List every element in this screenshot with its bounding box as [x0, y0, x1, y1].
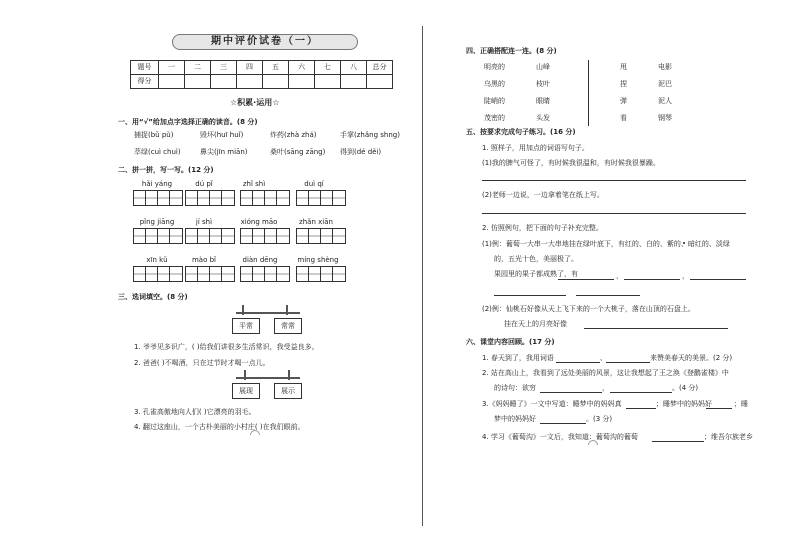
writing-grid[interactable] [296, 228, 346, 244]
s1-item: 捕捉(bǔ pǔ) [134, 131, 174, 139]
s5-question: (2)例：仙桃石好像从天上飞下来的一个大桃子，落在山顶的石盘上。 [482, 305, 695, 313]
answer-blank[interactable] [610, 392, 672, 393]
s6-question: ；维吾尔族老乡 [704, 433, 753, 441]
match-item[interactable]: 乌黑的 [484, 80, 505, 88]
exam-title: 期中评价试卷（一） [172, 34, 358, 50]
s1-item: 手掌(zhǎng shng) [340, 131, 400, 139]
score-header-cell: 六 [289, 61, 315, 75]
s6-question: 4. 学习《葡萄沟》一文后，我知道：葡萄沟的葡萄 [482, 433, 638, 441]
binding-ring-icon [588, 440, 598, 445]
writing-grid[interactable] [240, 228, 290, 244]
separator-comma: ， [682, 272, 689, 280]
s1-item: 炸药(zhà zhá) [270, 131, 317, 139]
s6-question: 3.《妈妈睡了》一文中写道：睡梦中的妈妈真 [482, 400, 622, 408]
s1-item: 鼻尖(jīn miān) [200, 148, 248, 156]
word-option-box: 展示 [274, 383, 302, 399]
match-item[interactable]: 茂密的 [484, 114, 505, 122]
answer-blank[interactable] [494, 295, 566, 296]
answer-blank[interactable] [556, 362, 600, 363]
score-header-cell: 五 [263, 61, 289, 75]
match-item[interactable]: 钢琴 [658, 114, 672, 122]
section-5-title: 五、按要求完成句子练习。(16 分) [466, 128, 576, 136]
score-input-cell[interactable] [237, 75, 263, 89]
match-item[interactable]: 泥人 [658, 97, 672, 105]
match-item[interactable]: 眼睛 [536, 97, 550, 105]
writing-grid[interactable] [240, 266, 290, 282]
score-input-cell[interactable] [315, 75, 341, 89]
match-item[interactable]: 明亮的 [484, 63, 505, 71]
match-item[interactable]: 看 [620, 114, 627, 122]
writing-grid[interactable] [133, 228, 183, 244]
score-header-cell: 二 [185, 61, 211, 75]
writing-grid[interactable] [133, 190, 183, 206]
section-3-title: 三、选词填空。(8 分) [118, 293, 188, 301]
writing-grid[interactable] [185, 228, 235, 244]
writing-grid[interactable] [240, 190, 290, 206]
section-1-title: 一、用“√”给加点字选择正确的读音。(8 分) [118, 118, 258, 126]
s5-question: 果园里的果子都成熟了，有 [494, 270, 578, 278]
match-item[interactable]: 甩 [620, 63, 627, 71]
s3-question: 2. 爸爸( )不喝酒，只在过节时才喝一点儿。 [134, 359, 270, 367]
writing-grid[interactable] [296, 266, 346, 282]
score-header-row [131, 61, 393, 75]
s3-question: 3. 孔雀高傲地向人们( )它漂亮的羽毛。 [134, 408, 256, 416]
page-divider [422, 26, 423, 526]
writing-grid[interactable] [185, 266, 235, 282]
score-value-row [131, 75, 393, 89]
pinyin-label: mào bǐ [191, 256, 216, 264]
score-input-cell[interactable] [263, 75, 289, 89]
pinyin-label: duì qí [304, 180, 324, 188]
section-2-title: 二、拼一拼，写一写。(12 分) [118, 166, 214, 174]
match-item[interactable]: 头发 [536, 114, 550, 122]
score-row-label: 得分 [131, 75, 159, 89]
score-header-cell: 四 [237, 61, 263, 75]
score-input-cell[interactable] [159, 75, 185, 89]
answer-blank[interactable] [584, 328, 728, 329]
s1-item: 萃绿(cuì chuì) [134, 148, 181, 156]
match-item[interactable]: 捏 [620, 80, 627, 88]
s6-question: 2. 站在高山上，我看到了远处美丽的风景，这让我想起了王之涣《登鹳雀楼》中 [482, 369, 729, 377]
answer-blank[interactable] [606, 362, 650, 363]
answer-line[interactable] [482, 180, 746, 181]
score-header-cell: 总分 [367, 61, 393, 75]
answer-blank[interactable] [624, 279, 680, 280]
s6-question: 1. 春天到了，我用词语 [482, 354, 554, 362]
word-rail [236, 377, 300, 379]
s5-question: 1. 照样子，用加点的词语写句子。 [482, 144, 589, 152]
s6-question: ；睡梦中的妈妈好 [656, 400, 712, 408]
answer-blank[interactable] [626, 408, 656, 409]
separator-comma: ， [602, 384, 609, 392]
s5-question: (1)例：葡萄一大串一大串地挂在绿叶底下，有红的、白的、紫的、暗红的、淡绿 [482, 240, 730, 248]
s6-question: 的诗句：欲穷 [494, 384, 536, 392]
pinyin-label: jí shì [195, 218, 213, 226]
score-input-cell[interactable] [341, 75, 367, 89]
binding-ring-icon [250, 430, 260, 435]
match-item[interactable]: 枝叶 [536, 80, 550, 88]
answer-blank[interactable] [706, 408, 732, 409]
score-header-cell: 七 [315, 61, 341, 75]
answer-blank[interactable] [540, 392, 602, 393]
pinyin-label: míng shèng [297, 256, 339, 264]
s5-question: (1)我的脾气可怪了，有时候我很温和，有时候我很暴躁。 [482, 159, 660, 167]
answer-blank[interactable] [576, 295, 640, 296]
section-4-title: 四、正确搭配连一连。(8 分) [466, 47, 557, 55]
s5-question: (2)老师一边说，一边拿着笔在纸上写。 [482, 191, 604, 199]
word-rail [236, 312, 300, 314]
pinyin-label: dú pǐ [195, 180, 213, 188]
answer-blank[interactable] [540, 423, 586, 424]
s5-question: 2. 仿照例句，把下面的句子补充完整。 [482, 224, 603, 232]
pinyin-label: zhǐ shì [242, 180, 266, 188]
score-header-cell: 题号 [131, 61, 159, 75]
match-item[interactable]: 陡峭的 [484, 97, 505, 105]
answer-line[interactable] [482, 213, 746, 214]
answer-blank[interactable] [558, 279, 614, 280]
s5-question: 的，五光十色，美丽极了。 [494, 255, 578, 263]
s6-question: 梦中的妈妈好 [494, 415, 536, 423]
pinyin-label: pǐng jiāng [139, 218, 175, 226]
answer-blank[interactable] [690, 279, 746, 280]
s6-question: ；睡 [734, 400, 748, 408]
section-6-title: 六、课堂内容回顾。(17 分) [466, 338, 555, 346]
score-header-cell: 八 [341, 61, 367, 75]
separator-comma: 、 [600, 354, 607, 362]
s1-item: 得到(dé děi) [340, 148, 382, 156]
section-banner: ☆积累·运用☆ [230, 98, 280, 107]
score-input-cell[interactable] [289, 75, 315, 89]
score-input-cell[interactable] [367, 75, 393, 89]
s3-question: 4. 翻过这座山，一个古朴美丽的小村庄( )在我们眼前。 [134, 423, 305, 431]
score-header-cell: 一 [159, 61, 185, 75]
match-item[interactable]: 电影 [658, 63, 672, 71]
pinyin-label: diàn dēng [242, 256, 278, 264]
match-divider [588, 60, 589, 126]
score-input-cell[interactable] [211, 75, 237, 89]
match-item[interactable]: 泥巴 [658, 80, 672, 88]
s6-question: 来赞美春天的美景。(2 分) [650, 354, 733, 362]
separator-comma: ， [616, 272, 623, 280]
match-item[interactable]: 弹 [620, 97, 627, 105]
s1-item: 桑叶(sāng zāng) [270, 148, 326, 156]
s1-item: 毁坏(huī huǐ) [200, 131, 244, 139]
match-item[interactable]: 山峰 [536, 63, 550, 71]
pinyin-label: zhǎn xiān [299, 218, 333, 226]
pinyin-label: xióng māo [240, 218, 278, 226]
pinyin-label: xīn kǔ [146, 256, 168, 264]
word-option-box: 常常 [274, 318, 302, 334]
answer-blank[interactable] [652, 441, 704, 442]
s3-question: 1. 爷爷见多识广，( )给我们讲很多生活常识，我受益良多。 [134, 343, 319, 351]
score-input-cell[interactable] [185, 75, 211, 89]
s6-question: 。(4 分) [672, 384, 699, 392]
writing-grid[interactable] [185, 190, 235, 206]
writing-grid[interactable] [296, 190, 346, 206]
score-table [130, 60, 393, 89]
word-option-box: 展现 [232, 383, 260, 399]
score-header-cell: 三 [211, 61, 237, 75]
pinyin-label: hǎi yáng [141, 180, 173, 188]
s6-question: 。(3 分) [586, 415, 613, 423]
s5-question: 挂在天上的月亮好像 [504, 320, 567, 328]
word-option-box: 平常 [232, 318, 260, 334]
writing-grid[interactable] [133, 266, 183, 282]
